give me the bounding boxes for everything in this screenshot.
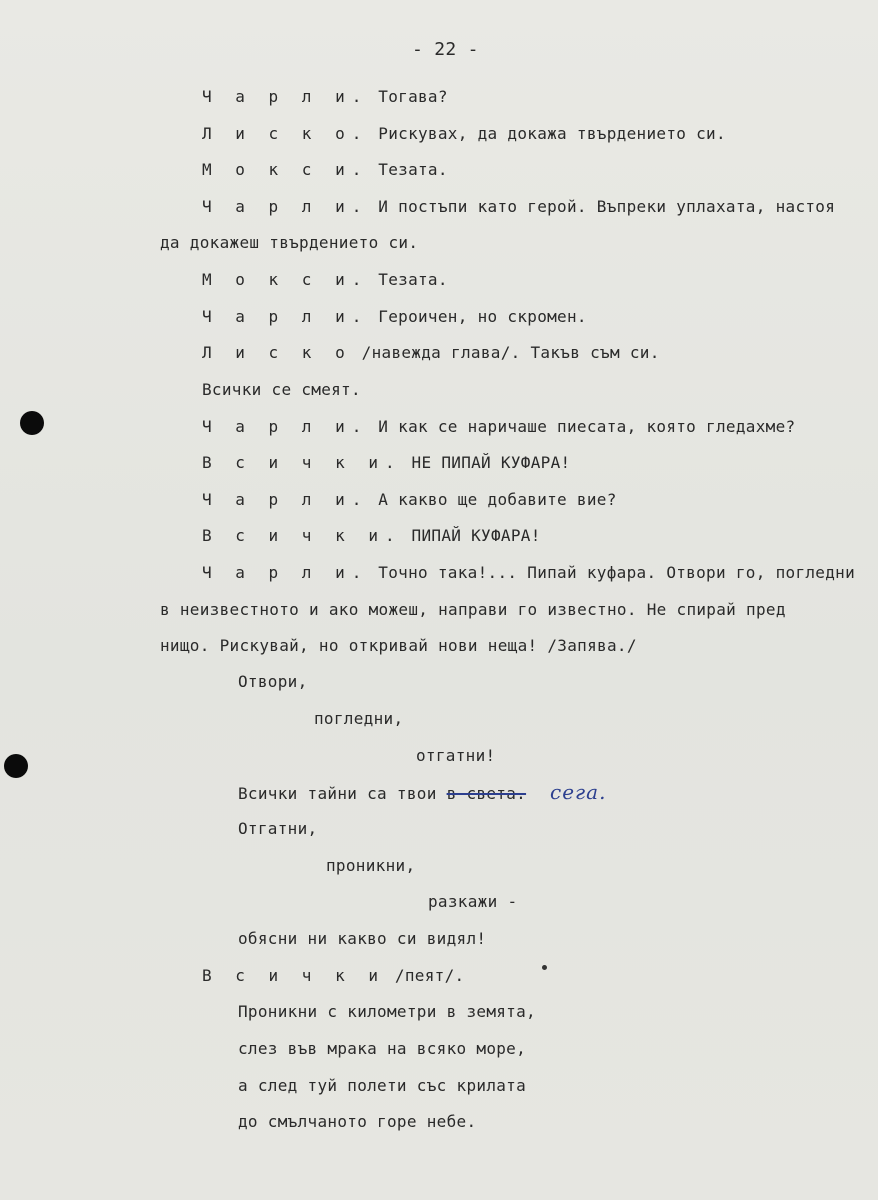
speaker-name: Ч а р л и.: [202, 490, 369, 509]
song-verse: [238, 782, 606, 804]
struck-text: в света.: [446, 784, 527, 803]
dialogue-text: Рискувах, да докажа твърдението си.: [378, 124, 726, 143]
song-verse: а след туй полети със крилата: [238, 1076, 527, 1095]
speaker-name: В с и ч к и.: [202, 453, 402, 472]
page-number: - 22 -: [412, 39, 479, 60]
dialogue-line: [202, 160, 448, 180]
speaker-name: М о к с и.: [202, 160, 369, 179]
punch-hole-top: [20, 411, 44, 435]
dialogue-line: [202, 966, 464, 986]
dialogue-line: [202, 343, 660, 363]
dialogue-line: [202, 124, 726, 144]
speaker-name: Ч а р л и.: [202, 87, 369, 106]
dialogue-text: /пеят/.: [394, 966, 465, 985]
punch-hole-bottom: [4, 754, 28, 778]
dialogue-text: Тезата.: [378, 270, 448, 289]
speaker-name: Л и с к о.: [202, 124, 369, 143]
dialogue-text: Тогава?: [378, 87, 448, 106]
dialogue-text: Героичен, но скромен.: [378, 307, 587, 326]
speaker-name: Ч а р л и.: [202, 307, 369, 326]
speaker-name: Ч а р л и.: [202, 417, 369, 436]
dialogue-continuation: нищо. Рискувай, но откривай нови неща! /Запява./: [160, 636, 637, 655]
dialogue-text: И как се наричаше пиесата, която гледахме?: [378, 417, 796, 436]
song-verse: до смълчаното горе небе.: [238, 1112, 477, 1131]
speaker-name: Ч а р л и.: [202, 563, 369, 582]
speaker-name: В с и ч к и: [202, 966, 385, 985]
song-verse: Отвори,: [238, 672, 308, 691]
song-verse: погледни,: [314, 709, 404, 728]
dialogue-text: И постъпи като герой. Въпреки уплахата, настоя: [378, 197, 836, 216]
dialogue-continuation: да докажеш твърдението си.: [160, 233, 419, 252]
speaker-name: Ч а р л и.: [202, 197, 369, 216]
song-verse: Отгатни,: [238, 819, 318, 838]
song-verse: проникни,: [326, 856, 416, 875]
song-verse: разкажи -: [428, 892, 518, 911]
speaker-name: Л и с к о: [202, 343, 352, 362]
dialogue-text: /навежда глава/. Такъв съм си.: [361, 343, 660, 362]
dialogue-text: НЕ ПИПАЙ КУФАРА!: [411, 453, 571, 472]
dialogue-line: [202, 87, 448, 107]
dialogue-line: [202, 490, 617, 510]
dialogue-line: [202, 453, 570, 473]
song-verse: отгатни!: [416, 746, 496, 765]
dialogue-line: [202, 307, 587, 327]
dialogue-text: А какво ще добавите вие?: [378, 490, 617, 509]
dialogue-line: [202, 563, 855, 583]
ink-speck: [542, 965, 547, 970]
speaker-name: В с и ч к и.: [202, 526, 402, 545]
dialogue-text: Тезата.: [378, 160, 448, 179]
verse-text: Всички тайни са твои: [238, 784, 437, 803]
dialogue-line: [202, 417, 795, 437]
dialogue-line: [202, 197, 835, 217]
song-verse: Проникни с километри в земята,: [238, 1002, 536, 1021]
dialogue-text: Точно така!... Пипай куфара. Отвори го, погледни: [378, 563, 856, 582]
speaker-name: М о к с и.: [202, 270, 369, 289]
song-verse: слез във мрака на всяко море,: [238, 1039, 527, 1058]
dialogue-line: [202, 526, 541, 546]
song-verse: обясни ни какво си видял!: [238, 929, 487, 948]
dialogue-continuation: в неизвестното и ако можеш, направи го известно. Не спирай пред: [160, 600, 786, 619]
dialogue-line: [202, 270, 448, 290]
stage-direction: Всички се смеят.: [202, 380, 361, 399]
handwritten-correction: сега.: [550, 780, 607, 804]
dialogue-text: ПИПАЙ КУФАРА!: [411, 526, 541, 545]
